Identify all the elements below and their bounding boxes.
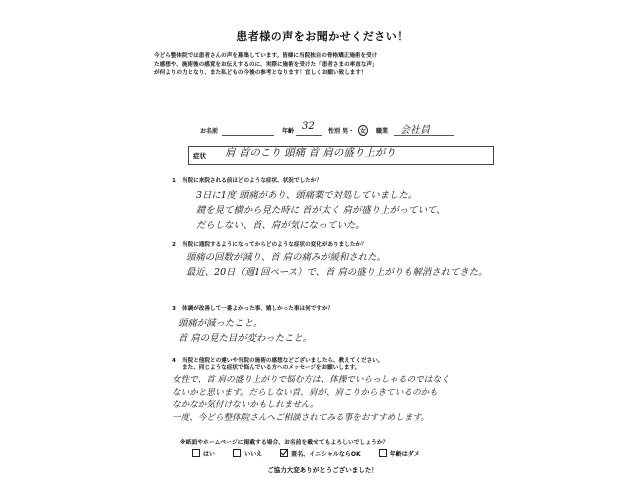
profile-row bbox=[190, 121, 490, 138]
job-underline bbox=[394, 135, 454, 136]
option-label: いいえ bbox=[244, 451, 263, 458]
answer-line: 女性で、首 肩の盛り上がりで悩む方は、体操でいらっしゃるのではなく bbox=[172, 375, 450, 385]
question-number: 3 bbox=[172, 306, 176, 312]
answer-line: 一度、今どら整体院さんへご相談されてみる事をおすすめします。 bbox=[172, 412, 430, 423]
consent-option-no[interactable] bbox=[233, 449, 262, 458]
answer-line: 首 肩の見た目が変わったこと。 bbox=[178, 333, 313, 344]
checkbox-icon[interactable] bbox=[192, 449, 200, 457]
question-2 bbox=[172, 242, 367, 249]
answer-line: 頭痛が減ったこと。 bbox=[178, 318, 263, 329]
question-text: 当院と他院との違いや当院の施術の感想などございましたら、教えてください。 bbox=[182, 358, 384, 364]
symptom-box bbox=[188, 146, 494, 165]
question-text: 体調が改善して一番よかった事、嬉しかった事は何ですか？ bbox=[182, 306, 334, 312]
gender-value-circled: 女 bbox=[358, 125, 368, 136]
answer-2 bbox=[186, 250, 487, 280]
answer-line: 頭痛の回数が減り、首 肩の痛みが緩和された。 bbox=[186, 252, 386, 263]
consent-option-anonymous[interactable] bbox=[280, 449, 360, 458]
option-label: 年齢はダメ bbox=[389, 451, 420, 458]
age-underline bbox=[296, 135, 322, 136]
answer-1 bbox=[196, 188, 446, 233]
intro-text bbox=[154, 52, 495, 78]
answer-line: 最近、20日（週1回ペース）で、首 肩の盛り上がりも解消されてきた。 bbox=[186, 267, 488, 278]
name-underline bbox=[222, 135, 274, 136]
question-number: 4 bbox=[172, 358, 176, 364]
checked-checkbox-icon[interactable] bbox=[280, 449, 288, 457]
answer-line: なかなか気付けないかもしれません。 bbox=[172, 400, 319, 410]
question-text-line2: また、同じような症状で悩んでいる方へのメッセージをお願いします。 bbox=[182, 365, 361, 372]
answer-line: ないかと思います。だらしない首、肩が、肩こりからきているのかも bbox=[172, 387, 438, 398]
option-label: 匿名、イニシャルならOK bbox=[291, 451, 361, 458]
answer-line: だらしない、首、肩が気になっていた。 bbox=[196, 220, 365, 231]
consent-options bbox=[192, 449, 436, 458]
question-text: 当院に通院するようになってからどのような症状の変化がありましたか？ bbox=[182, 242, 367, 248]
answer-3 bbox=[178, 316, 312, 346]
question-number: 2 bbox=[172, 242, 176, 248]
name-label: お名前 bbox=[200, 128, 219, 135]
symptom-value: 肩 首のこり 頭痛 首 肩の盛り上がり bbox=[225, 147, 396, 159]
intro-line: た感想や、施術後の感覚をお伝えするのに、実際に施術を受けた「患者さまの率直な声」 bbox=[154, 61, 378, 68]
gender-label: 性別 男・ bbox=[328, 128, 355, 135]
intro-line: 今どら整体院では患者さんの声を募集しています。皆様に当院独自の骨格矯正施術を受け bbox=[154, 53, 378, 59]
symptom-label: 症状 bbox=[193, 152, 206, 160]
answer-line: 鏡を見て横から見た時に 首が太く 肩が盛り上がっていて、 bbox=[196, 205, 446, 216]
consent-option-yes[interactable] bbox=[192, 449, 215, 458]
checkbox-icon[interactable] bbox=[233, 449, 241, 457]
consent-question: ※紙面やホームページに掲載する場合、お名前を載せてもよろしいでしょうか？ bbox=[180, 440, 389, 446]
question-4 bbox=[172, 358, 383, 373]
job-value: 会社員 bbox=[400, 125, 430, 136]
checkbox-icon[interactable] bbox=[379, 449, 387, 457]
answer-4 bbox=[172, 374, 450, 424]
answer-line: 3日に1度 頭痛があり、頭痛薬で対処していました。 bbox=[196, 190, 418, 201]
consent-option-no-age[interactable] bbox=[379, 449, 420, 458]
question-number: 1 bbox=[172, 178, 176, 184]
intro-line: が何よりの力となり、また私どもの今後の参考となります！宜しくお願い致します！ bbox=[154, 70, 367, 77]
question-3 bbox=[172, 306, 333, 313]
question-1 bbox=[172, 178, 322, 185]
option-label: はい bbox=[203, 451, 216, 458]
form-title: 患者様の声をお聞かせください！ bbox=[236, 30, 409, 43]
thanks-message: ご協力大変ありがとうございました！ bbox=[267, 466, 378, 474]
question-text: 当院に来院される前はどのような症状、状況でしたか？ bbox=[182, 178, 322, 184]
questionnaire-sheet bbox=[150, 28, 495, 474]
age-value: 32 bbox=[302, 121, 315, 132]
job-label: 職業 bbox=[376, 128, 389, 135]
age-label: 年齢 bbox=[282, 128, 295, 135]
